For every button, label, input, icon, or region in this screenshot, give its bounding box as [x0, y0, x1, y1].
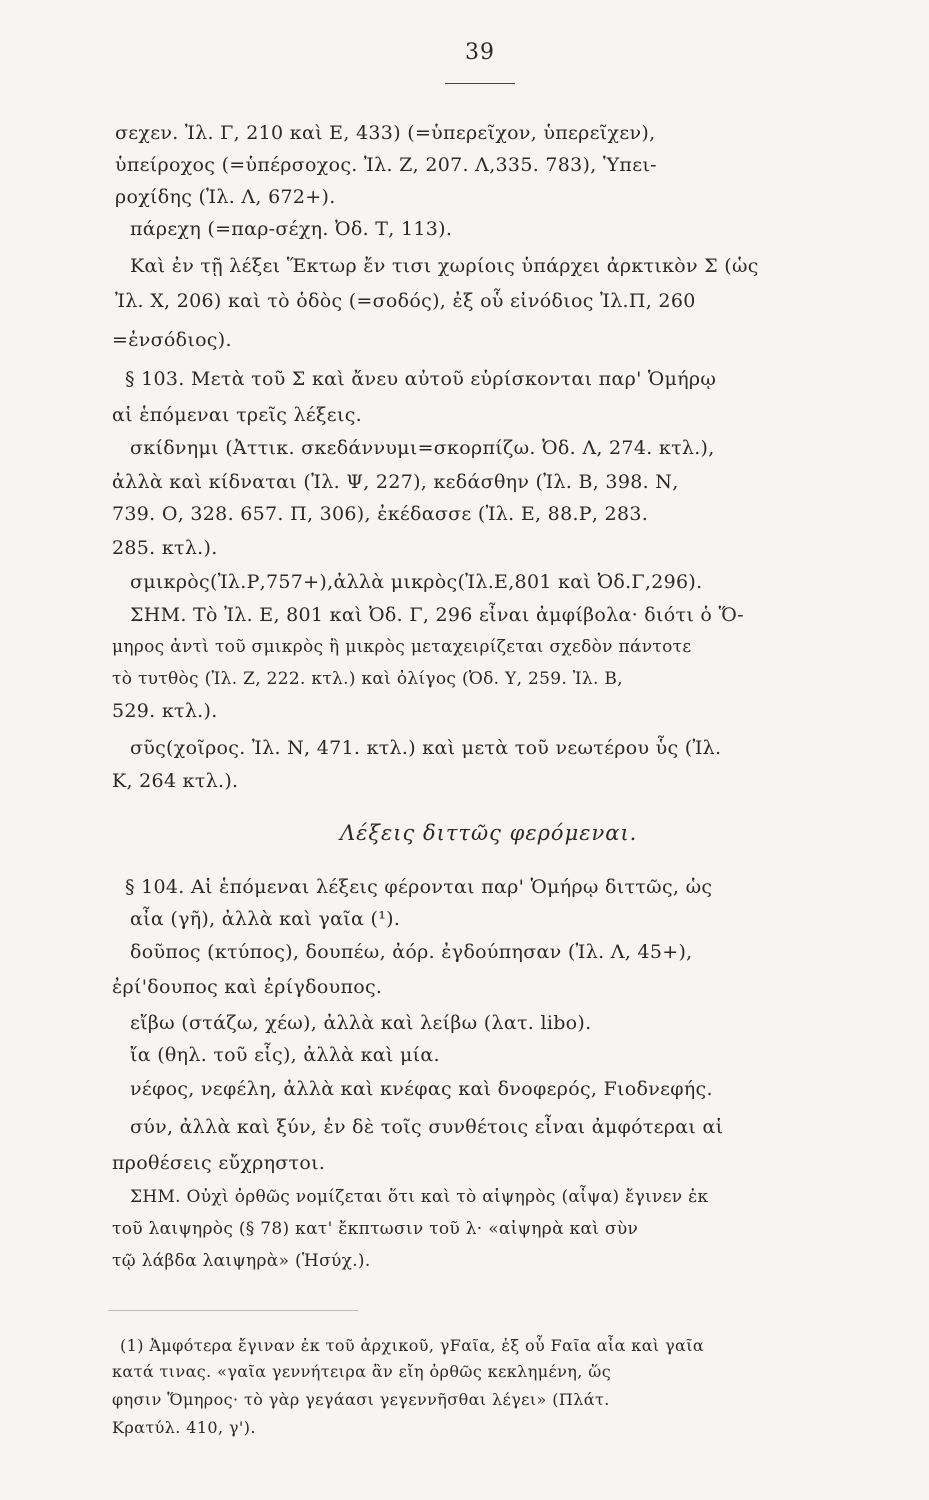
text-line: αἱ ἑπόμεναι τρεῖς λέξεις. — [112, 404, 362, 426]
text-line: σκίδνημι (Ἀττικ. σκεδάννυμι=σκορπίζω. Ὀδ. Λ, 274. κτλ.), — [130, 437, 715, 459]
text-line: ροχίδης (Ἰλ. Λ, 672+). — [115, 186, 336, 208]
text-line: αἶα (γῆ), ἀλλὰ καὶ γαῖα (¹). — [130, 908, 401, 930]
footnote-line: (1) Ἀμφότερα ἔγιναν ἐκ τοῦ ἀρχικοῦ, γFαῖα, ἐξ οὗ Fαῖα αἶα καὶ γαῖα — [120, 1336, 705, 1355]
text-line: 529. κτλ.). — [112, 700, 218, 722]
text-line: σύν, ἀλλὰ καὶ ξύν, ἐν δὲ τοῖς συνθέτοις εἶναι ἀμφότεραι αἱ — [130, 1116, 724, 1138]
text-line: =ἐνσόδιος). — [112, 329, 232, 351]
footnote-line: φησιν Ὅμηρος· τὸ γὰρ γεγάασι γεγεννῆσθαι λέγει» (Πλάτ. — [112, 1390, 610, 1409]
text-line: Ἰλ. Χ, 206) καὶ τὸ ὁδὸς (=σοδός), ἐξ οὗ εἰνόδιος Ἰλ.Π, 260 — [115, 290, 696, 312]
text-line: τὸ τυτθὸς (Ἰλ. Ζ, 222. κτλ.) καὶ ὀλίγος (Ὀδ. Υ, 259. Ἰλ. Β, — [112, 669, 623, 689]
footnote-rule — [108, 1310, 358, 1311]
page-number-rule — [445, 83, 515, 84]
text-line: ΣΗΜ. Τὸ Ἰλ. Ε, 801 καὶ Ὀδ. Γ, 296 εἶναι ἀμφίβολα· διότι ὁ Ὅ- — [130, 604, 744, 626]
text-line: μηρος ἀντὶ τοῦ σμικρὸς ἢ μικρὸς μεταχειρίζεται σχεδὸν πάντοτε — [112, 637, 692, 657]
text-line: σμικρὸς(Ἰλ.Ρ,757+),ἀλλὰ μικρὸς(Ἰλ.Ε,801 καὶ Ὀδ.Γ,296). — [130, 571, 703, 593]
text-line: εἴβω (στάζω, χέω), ἀλλὰ καὶ λείβω (λατ. libo). — [130, 1012, 592, 1034]
text-line: νέφος, νεφέλη, ἀλλὰ καὶ κνέφας καὶ δνοφερός, Fιοδνεφής. — [130, 1078, 713, 1100]
text-line: ἴα (θηλ. τοῦ εἷς), ἀλλὰ καὶ μία. — [130, 1044, 440, 1066]
text-line: πάρεχη (=παρ-σέχη. Ὀδ. Τ, 113). — [130, 218, 453, 240]
page-number: 39 — [465, 40, 495, 65]
text-line: § 103. Μετὰ τοῦ Σ καὶ ἄνευ αὐτοῦ εὑρίσκονται παρ' Ὁμήρῳ — [125, 368, 717, 390]
text-line: σῦς(χοῖρος. Ἰλ. Ν, 471. κτλ.) καὶ μετὰ τοῦ νεωτέρου ὗς (Ἰλ. — [130, 737, 722, 759]
footnote-line: κατά τινας. «γαῖα γεννήτειρα ἂν εἴη ὀρθῶς κεκλημένη, ὥς — [112, 1362, 612, 1381]
text-line: ὑπείροχος (=ὑπέρσοχος. Ἰλ. Ζ, 207. Λ,335. 783), Ὑπει- — [115, 154, 657, 176]
text-line: ΣΗΜ. Οὐχὶ ὀρθῶς νομίζεται ὅτι καὶ τὸ αἰψηρὸς (αἶψα) ἔγινεν ἐκ — [130, 1187, 709, 1207]
text-line: § 104. Αἱ ἑπόμεναι λέξεις φέρονται παρ' Ὁμήρῳ διττῶς, ὡς — [125, 876, 713, 898]
text-line: ἀλλὰ καὶ κίδναται (Ἰλ. Ψ, 227), κεδάσθην (Ἰλ. Β, 398. Ν, — [112, 471, 679, 493]
text-line: 739. Ο, 328. 657. Π, 306), ἐκέδασσε (Ἰλ. Ε, 88.Ρ, 283. — [112, 503, 649, 525]
text-line: Κ, 264 κτλ.). — [112, 770, 239, 792]
text-line: Καὶ ἐν τῇ λέξει Ἕκτωρ ἔν τισι χωρίοις ὑπάρχει ἀρκτικὸν Σ (ὡς — [130, 255, 759, 277]
text-line: δοῦπος (κτύπος), δουπέω, ἀόρ. ἐγδούπησαν (Ἰλ. Λ, 45+), — [130, 941, 693, 963]
text-line: ἐρί'δουπος καὶ ἐρίγδουπος. — [112, 976, 383, 998]
section-heading: Λέξεις διττῶς φερόμεναι. — [340, 821, 638, 845]
text-line: σεχεν. Ἰλ. Γ, 210 καὶ Ε, 433) (=ὑπερεῖχον, ὑπερεῖχεν), — [115, 122, 656, 144]
text-line: προθέσεις εὔχρηστοι. — [112, 1152, 326, 1174]
footnote-line: Κρατύλ. 410, γ'). — [112, 1418, 256, 1437]
text-line: τῷ λάβδα λαιψηρὰ» (Ἡσύχ.). — [112, 1251, 371, 1271]
text-line: 285. κτλ.). — [112, 537, 218, 559]
text-line: τοῦ λαιψηρὸς (§ 78) κατ' ἔκπτωσιν τοῦ λ· «αἰψηρὰ καὶ σὺν — [112, 1219, 639, 1239]
